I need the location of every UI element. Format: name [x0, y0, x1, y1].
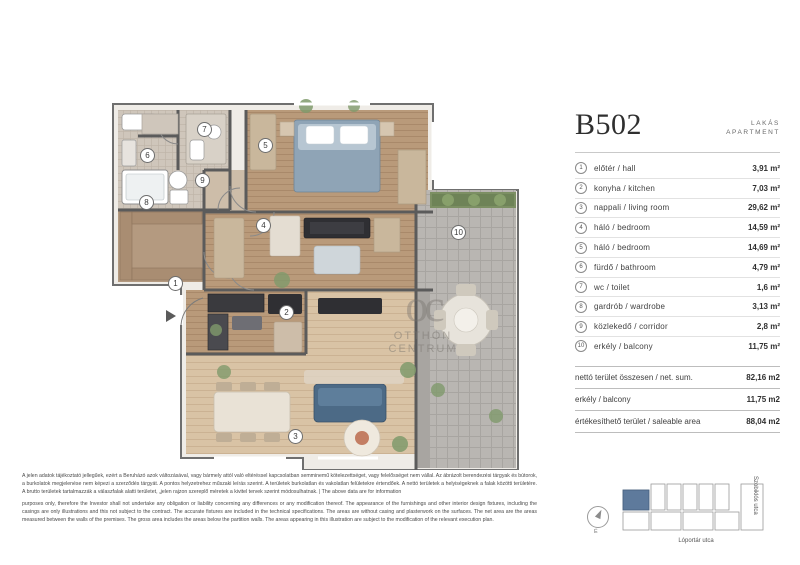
room-name: erkély / balcony	[594, 341, 653, 351]
total-row-saleable	[575, 410, 780, 433]
apartment-code: B502	[575, 108, 643, 141]
room-name: fürdő / bathroom	[594, 262, 656, 272]
compass-icon	[587, 506, 609, 528]
table-row	[575, 179, 780, 199]
room-number: 5	[575, 242, 587, 254]
table-row	[575, 337, 780, 356]
street-label-right: Szobiklós utca	[752, 476, 758, 515]
total-value: 88,04 m2	[746, 416, 780, 426]
compass-north-label: É	[594, 529, 598, 535]
table-row	[575, 199, 780, 219]
room-name: háló / bedroom	[594, 223, 651, 233]
room-fill-balcony-lower	[416, 390, 516, 468]
plan-marker-8: 8	[139, 195, 154, 210]
plan-marker-3: 3	[288, 429, 303, 444]
room-name: nappali / living room	[594, 203, 670, 213]
plan-marker-5: 5	[258, 138, 273, 153]
floor-plan	[18, 40, 558, 470]
room-name: konyha / kitchen	[594, 183, 656, 193]
plan-marker-9: 9	[195, 173, 210, 188]
apartment-type	[726, 119, 780, 141]
table-row	[575, 317, 780, 337]
header-divider	[575, 152, 780, 153]
street-label-bottom: Lóportár utca	[678, 538, 714, 544]
room-area: 14,69 m²	[747, 243, 780, 253]
total-row-balcony	[575, 388, 780, 410]
room-number: 7	[575, 281, 587, 293]
room-name: háló / bedroom	[594, 243, 651, 253]
room-name: gardrób / wardrobe	[594, 302, 666, 312]
watermark-line2: CENTRUM	[388, 342, 458, 355]
plan-marker-6: 6	[140, 148, 155, 163]
total-row-net	[575, 366, 780, 388]
room-area: 3,13 m²	[752, 302, 780, 312]
room-number: 2	[575, 182, 587, 194]
room-number: 3	[575, 202, 587, 214]
room-number: 6	[575, 261, 587, 273]
room-number: 9	[575, 321, 587, 333]
disclaimer-text	[22, 472, 537, 528]
site-map-blocks	[621, 476, 771, 538]
total-value: 11,75 m2	[746, 394, 780, 404]
apartment-info-panel	[575, 110, 780, 433]
totals-table	[575, 366, 780, 433]
total-label: erkély / balcony	[575, 394, 631, 404]
plan-marker-4: 4	[256, 218, 271, 233]
table-row	[575, 258, 780, 278]
plan-marker-1: 1	[168, 276, 183, 291]
apartment-type-en: APARTMENT	[726, 129, 780, 137]
plan-marker-7: 7	[197, 122, 212, 137]
table-row	[575, 297, 780, 317]
room-area: 1,6 m²	[756, 282, 780, 292]
highlighted-block	[623, 490, 649, 510]
table-row	[575, 238, 780, 258]
room-area: 29,62 m²	[747, 203, 780, 213]
room-number: 8	[575, 301, 587, 313]
room-number: 10	[575, 340, 587, 352]
total-value: 82,16 m2	[746, 372, 780, 382]
total-label: nettó terület összesen / net. sum.	[575, 372, 693, 382]
apartment-type-hu: LAKÁS	[751, 119, 780, 127]
room-number: 1	[575, 162, 587, 174]
table-row	[575, 218, 780, 238]
plan-marker-10: 10	[451, 225, 466, 240]
watermark-monogram: oc	[405, 279, 441, 331]
room-area: 7,03 m²	[752, 183, 780, 193]
room-area: 3,91 m²	[752, 163, 780, 173]
site-map	[575, 470, 780, 552]
room-name: előtér / hall	[594, 163, 636, 173]
floor-plan-drawing	[18, 40, 558, 470]
disclaimer-hu: A jelen adatok tájékoztató jellegűek, ezért a Beruházó azok változásával, vagy bármely attól való eltéréssel kapcsolatban semminemű kötelezettséget, vagy felelősséget nem vállal. Az ábrázolt berendezési tárgyak és bútorok, a burkolatok megjelenése nem képezi a szerződés tárgyát. A pontos helyzetrehez műszaki leírás szerint. A területek burkolatlan és vakolatlan felületekre értendőek. A nettó területek a helyiségeknek a falak közötti területére. A brutto területek tartalmazzák a válaszfalak alatti területet, „jelen rajzon szereplő méretek a kivitel tervek szerint módosulhatnak. | The above data are for information	[22, 473, 537, 496]
room-area: 4,79 m²	[752, 262, 780, 272]
table-row	[575, 278, 780, 298]
room-name: wc / toilet	[594, 282, 630, 292]
panel-header	[575, 110, 780, 140]
watermark-line1: OTTHON	[393, 330, 453, 343]
compass-needle	[595, 508, 604, 519]
total-label: értékesíthető terület / saleable area	[575, 416, 701, 426]
room-area: 14,59 m²	[747, 223, 780, 233]
room-number: 4	[575, 222, 587, 234]
room-list	[575, 159, 780, 356]
disclaimer-en: purposes only, therefore the Investor shall not undertake any obligation or liability concerning any differences or any modification thereof. The appearance of the furnishings and other interior design fixtures, including the casings are only illustrations and this not subject to the contract. The accurate fixtures are included in the technical specifications. The areas are without casing and plasterwork on the surfaces. The net area are the areas measured between the walls of the premises. The gross area includes the areas below the partition walls. The areas appearing in this illustration are subject to the modification of the relevant execution plan.	[22, 501, 537, 524]
room-name: közlekedő / corridor	[594, 322, 668, 332]
plan-marker-2: 2	[279, 305, 294, 320]
table-row	[575, 159, 780, 179]
room-area: 11,75 m²	[748, 341, 780, 351]
room-area: 2,8 m²	[756, 322, 780, 332]
